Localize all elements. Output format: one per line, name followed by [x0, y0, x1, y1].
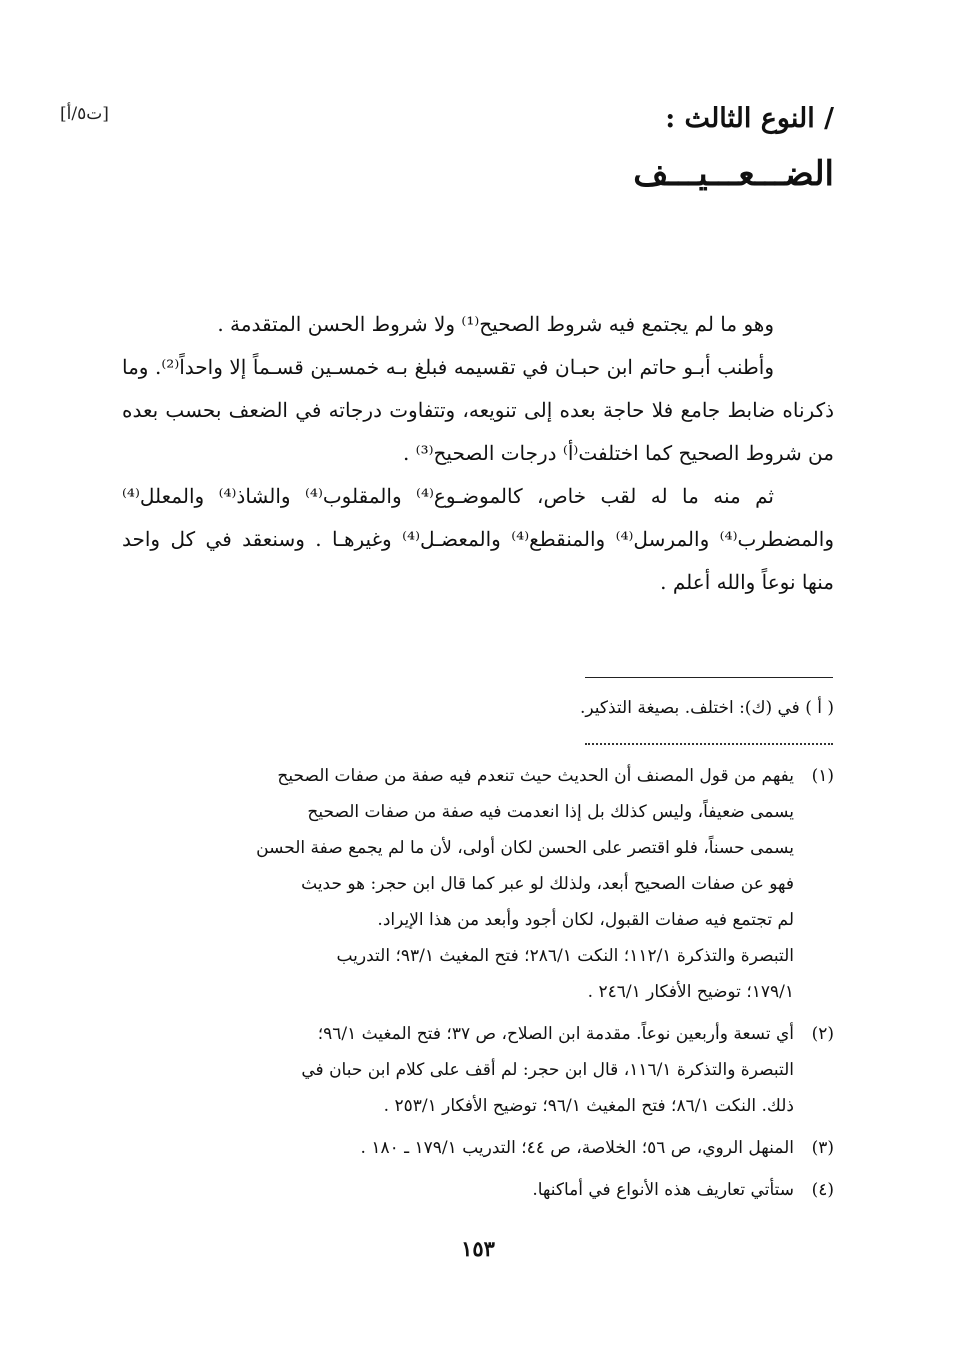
- footnote-text: [122, 1130, 794, 1166]
- footnote-text: [122, 1016, 794, 1124]
- manuscript-reference: [ت٥/أ]: [60, 104, 109, 124]
- footnote-line: فهو عن صفات الصحيح أبعد، ولذلك لو عبر كما قال ابن حجر: هو حديث: [301, 874, 794, 894]
- footnote-4: [122, 1172, 834, 1208]
- chapter-heading: [434, 96, 834, 202]
- footnote-text: [122, 1172, 794, 1208]
- footnote-text: [122, 758, 794, 1010]
- footnote-number: (١): [811, 766, 834, 786]
- footnote-number: (٤): [811, 1180, 834, 1200]
- footnote-line: ١٧٩/١؛ توضيح الأفكار ٢٤٦/١ .: [587, 982, 794, 1002]
- footnote-line: يسمى ضعيفاً، وليس كذلك بل إذا انعدمت فيه صفة من صفات الصحيح: [307, 802, 794, 822]
- footnote-line: المنهل الروي، ص ٥٦؛ الخلاصة، ص ٤٤؛ التدريب ١٧٩/١ ـ ١٨٠ .: [360, 1138, 794, 1158]
- paragraph: وهو ما لم يجتمع فيه شروط الصحيح⁽¹⁾ ولا شروط الحسن المتقدمة .: [217, 312, 774, 336]
- variant-note: ( أ ) في (ك): اختلف. بصيغة التذكير.: [580, 698, 834, 718]
- chapter-title: الضـــعـــيـــف: [633, 154, 834, 194]
- footnote-line: التبصرة والتذكرة ١١٢/١؛ النكت ٢٨٦/١؛ فتح المغيث ٩٣/١؛ التدريب: [336, 946, 794, 966]
- paragraph: ثم منه ما له لقب خاص، كالموضـوع⁽⁴⁾ والمقلوب⁽⁴⁾ والشاذ⁽⁴⁾ والمعلل⁽⁴⁾ والمضطرب⁽⁴⁾ والمرسل⁽⁴⁾ والمنقطع⁽⁴⁾ والمعضـل⁽⁴⁾ وغيرهـا . وسنعقد في كل واحد منها نوعاً والله أعلم .: [122, 484, 834, 594]
- footnote-number: (٢): [811, 1024, 834, 1044]
- footnote-divider-dotted: [585, 743, 833, 745]
- footnote-line: التبصرة والتذكرة ١١٦/١، قال ابن حجر: لم أقف على كلام ابن حبان في: [301, 1060, 794, 1080]
- footnote-line: أي تسعة وأربعين نوعاً. مقدمة ابن الصلاح، ص ٣٧؛ فتح المغيث ٩٦/١؛: [317, 1024, 794, 1044]
- footnote-3: [122, 1130, 834, 1166]
- footnote-number: (٣): [811, 1138, 834, 1158]
- footnote-1: [122, 758, 834, 1010]
- footnote-line: يفهم من قول المصنف أن الحديث حيث تنعدم فيه صفة من صفات الصحيح: [277, 766, 794, 786]
- chapter-label: / النوع الثالث :: [665, 103, 834, 134]
- footnote-line: يسمى حسناً، فلو اقتصر على الحسن لكان أولى، لأن ما لم يجمع صفة الحسن: [256, 838, 794, 858]
- footnote-line: ستأتي تعاريف هذه الأنواع في أماكنها.: [532, 1180, 794, 1200]
- footnote-divider: [585, 677, 833, 678]
- paragraph: وأطنب أبـو حاتم ابن حبـان في تقسيمه فبلغ بـه خمسـين قسـماً إلا واحداً⁽²⁾. وما ذكرناه ضابط جامع فلا حاجة بعده إلى تنويعه، وتتفاوت درجاته في الضعف بحسب بعده من شروط الصحيح كما اختلفت⁽أ⁾ درجات الصحيح⁽³⁾ .: [122, 355, 834, 465]
- main-text: [122, 303, 834, 604]
- footnote-2: [122, 1016, 834, 1124]
- footnote-line: لم تجتمع فيه صفات القبول، لكان أجود وأبعد من هذا الإيراد.: [377, 910, 794, 930]
- footnote-line: ذلك. النكت ٨٦/١؛ فتح المغيث ٩٦/١؛ توضيح الأفكار ٢٥٣/١ .: [383, 1096, 794, 1116]
- footnotes: [122, 758, 834, 1214]
- page-number: ١٥٣: [461, 1236, 495, 1261]
